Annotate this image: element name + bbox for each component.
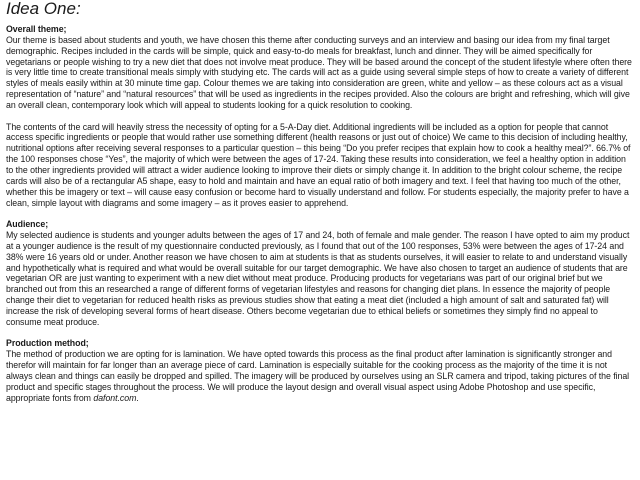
section-overall-theme (6, 24, 634, 208)
section-production-method (6, 338, 634, 403)
page-title: Idea One: (6, 0, 81, 18)
font-source-text: dafont.com (93, 392, 137, 403)
production-method-paragraph (6, 349, 634, 403)
production-method-text: The method of production we are opting for is lamination. We have opted towards this process as the final product after lamination is significantly stronger and therefor will maintain for far longer than an average piece of card. Lamination is especially suitable for the cooking process as the majority of the time it is not always clean and things can easily be dropped and spilled. The imagery will be produced by ourselves using an SLR camera and tripod, taking pictures of the final product and specific stages throughout the process. We will produce the layout design and overall visual aspect using Adobe Photoshop and use specific, appropriate fonts from (6, 349, 630, 403)
document-page (6, 0, 634, 480)
section-heading-audience: Audience; (6, 219, 49, 230)
paragraph-gap (6, 111, 634, 122)
section-audience (6, 219, 634, 327)
overall-theme-paragraph-1: Our theme is based about students and youth, we have chosen this theme after conducting surveys and an interview and basing our idea from my final target demographic. Recipes included in the cards will be simple, quick and easy-to-do meals for breakfast, lunch and dinner. They will be aimed specifically for vegetarians or people wishing to try a new diet that does not involve meat produce. They will be based around the concept of the student lifestyle where often there is very little time to create transitional meals simply with studying etc. The cards will act as a guide using several simple steps of how to create a variety of different styles of meals easily within at 30 minute time gap. Colour themes we are taking into consideration are green, white and yellow – as these colours act as a visual representation of “nature” and “natural resources” that will be used as ingredients in the recipes provided. Also the colours are bright and refreshing, which will give an overall clean, contemporary look which will appeal to students looking for a quick resolution to cooking. (6, 34, 632, 110)
section-heading-production-method: Production method; (6, 338, 89, 349)
audience-paragraph: My selected audience is students and younger adults between the ages of 17 and 24, both of female and male gender. The reason I have opted to aim my product at a younger audience is the result of my questionnaire conducted previously, as I found that out of the 100 responses, 53% were between the ages of 17-24 and 38% were 16 years old or under. Another reason we have chosen to aim at students is that as students ourselves, it will easier to relate to and understand visually and hypothetically what is required and what would be overall suitable for our target demographic. We have also chosen to target an audience of students that are vegetarian OR are just wanting to experiment with a new diet without meat produce. Producing products for vegetarians was part of our original brief but we branched out from this an researched a range of different forms of vegetarian lifestyles and reasons for changing diet plans. In essence the majority of people change their diet to vegetarian for reduced health risks as previous studies show that eating a meat diet (included a high amount of salt and saturated fat) will increase the risk of developing several forms of heart disease. Others become vegetarian due to ethical beliefs or sometimes they simply find no appeal to consume meat produce. (6, 230, 630, 327)
section-heading-overall-theme: Overall theme; (6, 24, 67, 34)
section-gap (6, 208, 634, 219)
overall-theme-paragraph-2: The contents of the card will heavily stress the necessity of opting for a 5-A-Day diet. Additional ingredients will be included as a option for people that cannot access specific ingredients or people that would rather use something different (health reasons or just out of choice) We came to this decision of including healthy, nutritional options after receiving several responses to a particular question – this being “Do you prefer recipes that explain how to cook a healthy meal?”. 66.7% of the 100 responses chose “Yes”, the majority of which were between the ages of 17-24. Taking these results into consideration, we feel a healthy option in addition to the other ingredients provided will attract a wider audience looking to improve their diets or simply change it. In addition to the bright colour scheme, the recipe cards will also be of a rectangular A5 shape, easy to hold and maintain and have an equal ratio of both imagery and text. I feel that having too much of the other, whether this be imagery or text – will cause easy confusion or become hard to visually understand and follow. For students especially, the majority prefer to have a clean, simple layout with diagrams and some imagery – as it proves easier to apprehend. (6, 121, 631, 208)
section-gap (6, 328, 634, 339)
production-method-end: . (136, 392, 139, 403)
